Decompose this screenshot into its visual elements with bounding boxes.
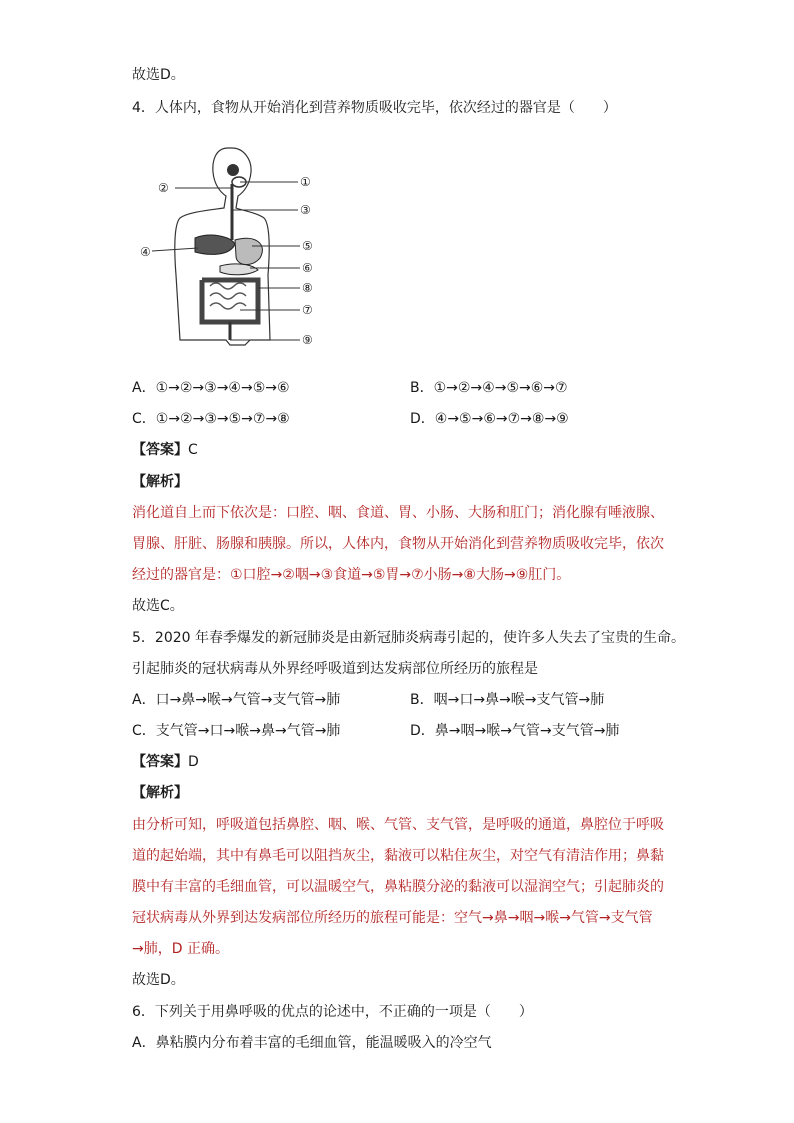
q4-analysis-line-1: 消化道自上而下依次是：口腔、咽、食道、胃、小肠、大肠和肛门；消化腺有唾液腺、	[132, 505, 664, 521]
q5-option-b[interactable]: B．咽→口→鼻→喉→支气管→肺	[410, 692, 605, 708]
label-9: ⑨	[302, 333, 313, 347]
q3-conclusion: 故选D。	[132, 67, 185, 83]
q5-analysis-tag: 【解析】	[132, 785, 188, 801]
q5-conclusion: 故选D。	[132, 972, 185, 988]
digestive-system-figure	[140, 140, 330, 355]
q5-answer	[132, 752, 199, 772]
label-1: ①	[300, 175, 311, 189]
q4-analysis-tag: 【解析】	[132, 474, 188, 490]
q4-analysis-line-2: 胃腺、肝脏、肠腺和胰腺。所以，人体内，食物从开始消化到营养物质吸收完毕，依次	[132, 536, 664, 552]
q6-stem: 6．下列关于用鼻呼吸的优点的论述中，不正确的一项是（ ）	[132, 1004, 533, 1020]
q5-stem-line-1: 5．2020 年春季爆发的新冠肺炎是由新冠肺炎病毒引起的，使许多人失去了宝贵的生命。	[132, 630, 685, 646]
label-5: ⑤	[302, 239, 313, 253]
q4-option-c[interactable]: C．①→②→③→⑤→⑦→⑧	[132, 411, 290, 427]
small-intestine-shape	[210, 283, 246, 309]
q6-option-a[interactable]: A．鼻粘膜内分布着丰富的毛细血管，能温暖吸入的冷空气	[132, 1035, 492, 1051]
q5-analysis-line-1: 由分析可知，呼吸道包括鼻腔、咽、喉、气管、支气管，是呼吸的通道，鼻腔位于呼吸	[132, 817, 664, 833]
q4-conclusion: 故选C。	[132, 598, 184, 614]
q5-analysis-line-5: →肺，D 正确。	[132, 941, 229, 957]
q5-analysis-line-4: 冠状病毒从外界到达发病部位所经历的旅程可能是：空气→鼻→咽→喉→气管→支气管	[132, 910, 653, 926]
q4-option-a[interactable]: A．①→②→③→④→⑤→⑥	[132, 380, 290, 396]
q4-answer-tag: 【答案】	[132, 442, 188, 458]
label-3: ③	[300, 203, 311, 217]
q4-stem: 4．人体内，食物从开始消化到营养物质吸收完毕，依次经过的器官是（ ）	[132, 100, 617, 116]
q5-stem-line-2: 引起肺炎的冠状病毒从外界经呼吸道到达发病部位所经历的旅程是	[132, 661, 538, 677]
q4-analysis-line-3-path: →②咽→③食道→⑤胃→⑦小肠→⑧大肠→⑨肛门。	[270, 567, 571, 583]
pancreas-shape	[220, 264, 258, 275]
q5-analysis-line-3: 膜中有丰富的毛细血管，可以温暖空气，鼻粘膜分泌的黏液可以湿润空气；引起肺炎的	[132, 879, 664, 895]
label-2: ②	[158, 181, 169, 195]
q5-option-d[interactable]: D．鼻→咽→喉→气管→支气管→肺	[410, 723, 620, 739]
q4-option-b[interactable]: B．①→②→④→⑤→⑥→⑦	[410, 380, 568, 396]
q4-analysis-line-3-prefix: 经过的器官是：①口腔	[132, 567, 271, 583]
label-7: ⑦	[302, 303, 313, 317]
q5-analysis-line-2: 道的起始端，其中有鼻毛可以阻挡灰尘，黏液可以粘住灰尘，对空气有清洁作用；鼻黏	[132, 848, 664, 864]
label-6: ⑥	[302, 261, 313, 275]
q4-option-d[interactable]: D．④→⑤→⑥→⑦→⑧→⑨	[410, 411, 569, 427]
q5-answer-tag: 【答案】	[132, 754, 188, 770]
q4-answer	[132, 440, 198, 460]
q5-option-a[interactable]: A．口→鼻→喉→气管→支气管→肺	[132, 692, 341, 708]
q5-answer-value: D	[188, 754, 199, 770]
label-4: ④	[140, 245, 151, 259]
mouth-shape	[227, 164, 239, 176]
label-8: ⑧	[302, 281, 313, 295]
liver-shape	[195, 235, 235, 254]
digestive-system-diagram	[140, 140, 330, 355]
stomach-shape	[235, 238, 262, 264]
q5-option-c[interactable]: C．支气管→口→喉→鼻→气管→肺	[132, 723, 341, 739]
q4-analysis-line-3	[132, 565, 570, 585]
q4-answer-value: C	[188, 442, 198, 458]
